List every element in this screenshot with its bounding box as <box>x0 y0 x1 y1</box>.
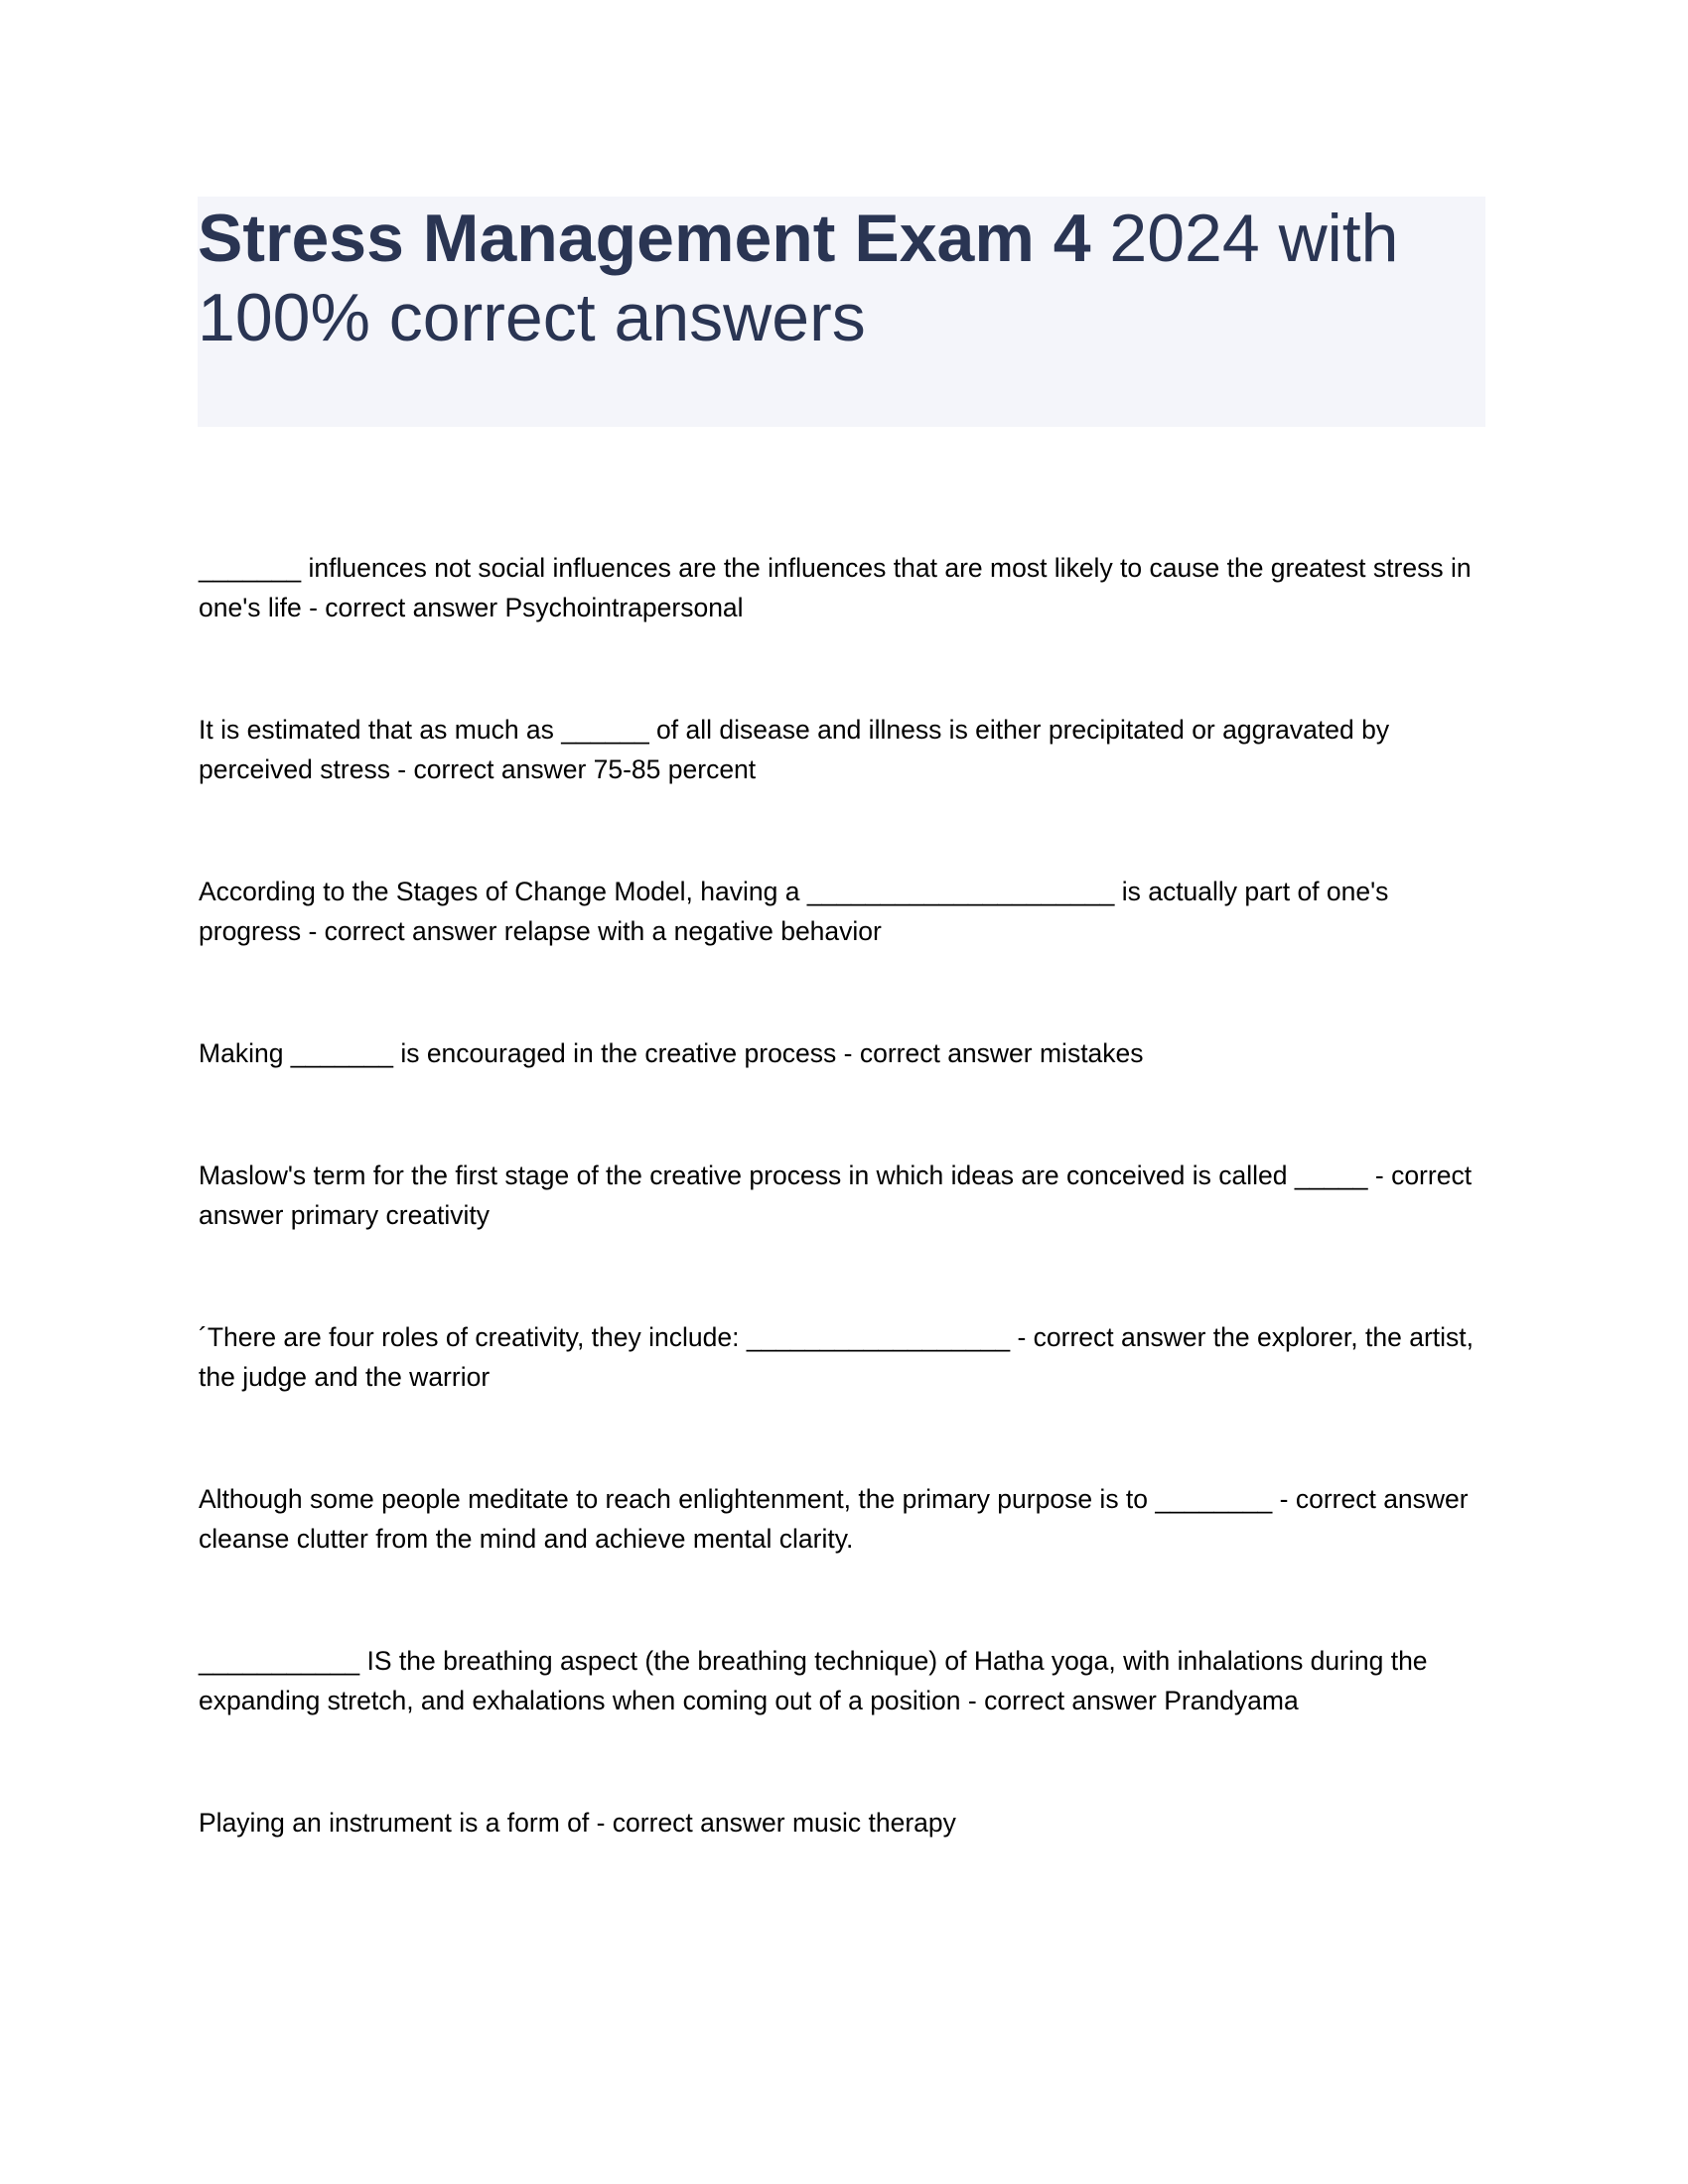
qa-item-4: Making _______ is encouraged in the creative process - correct answer mistakes <box>199 1038 1144 1068</box>
qa-item-9: Playing an instrument is a form of - correct answer music therapy <box>199 1808 956 1838</box>
qa-item-7: Although some people meditate to reach enlightenment, the primary purpose is to ________ - correct answer cleanse clutter from the mind and achieve mental clarity. <box>199 1484 1469 1554</box>
document-title <box>198 199 1485 357</box>
qa-item-2: It is estimated that as much as ______ of all disease and illness is either precipitated or aggravated by perceived stress - correct answer 75-85 percent <box>199 715 1390 784</box>
title-regular: 2024 with 100% correct answers <box>198 201 1399 355</box>
qa-item-5: Maslow's term for the first stage of the creative process in which ideas are conceived is called _____ - correct answer primary creativity <box>199 1160 1473 1230</box>
qa-item-8: ___________ IS the breathing aspect (the breathing technique) of Hatha yoga, with inhalations during the expanding stretch, and exhalations when coming out of a position - correct answer Prandyama <box>199 1646 1428 1715</box>
qa-item-6: ´There are four roles of creativity, they include: __________________ - correct answer the explorer, the artist, the judge and the warrior <box>199 1322 1474 1392</box>
title-bold: Stress Management Exam 4 <box>198 201 1091 276</box>
qa-item-1: _______ influences not social influences are the influences that are most likely to cause the greatest stress in one's life - correct answer Psychointrapersonal <box>199 553 1472 622</box>
title-banner <box>198 197 1485 427</box>
qa-item-3: According to the Stages of Change Model, having a _____________________ is actually part of one's progress - correct answer relapse with a negative behavior <box>199 877 1389 946</box>
